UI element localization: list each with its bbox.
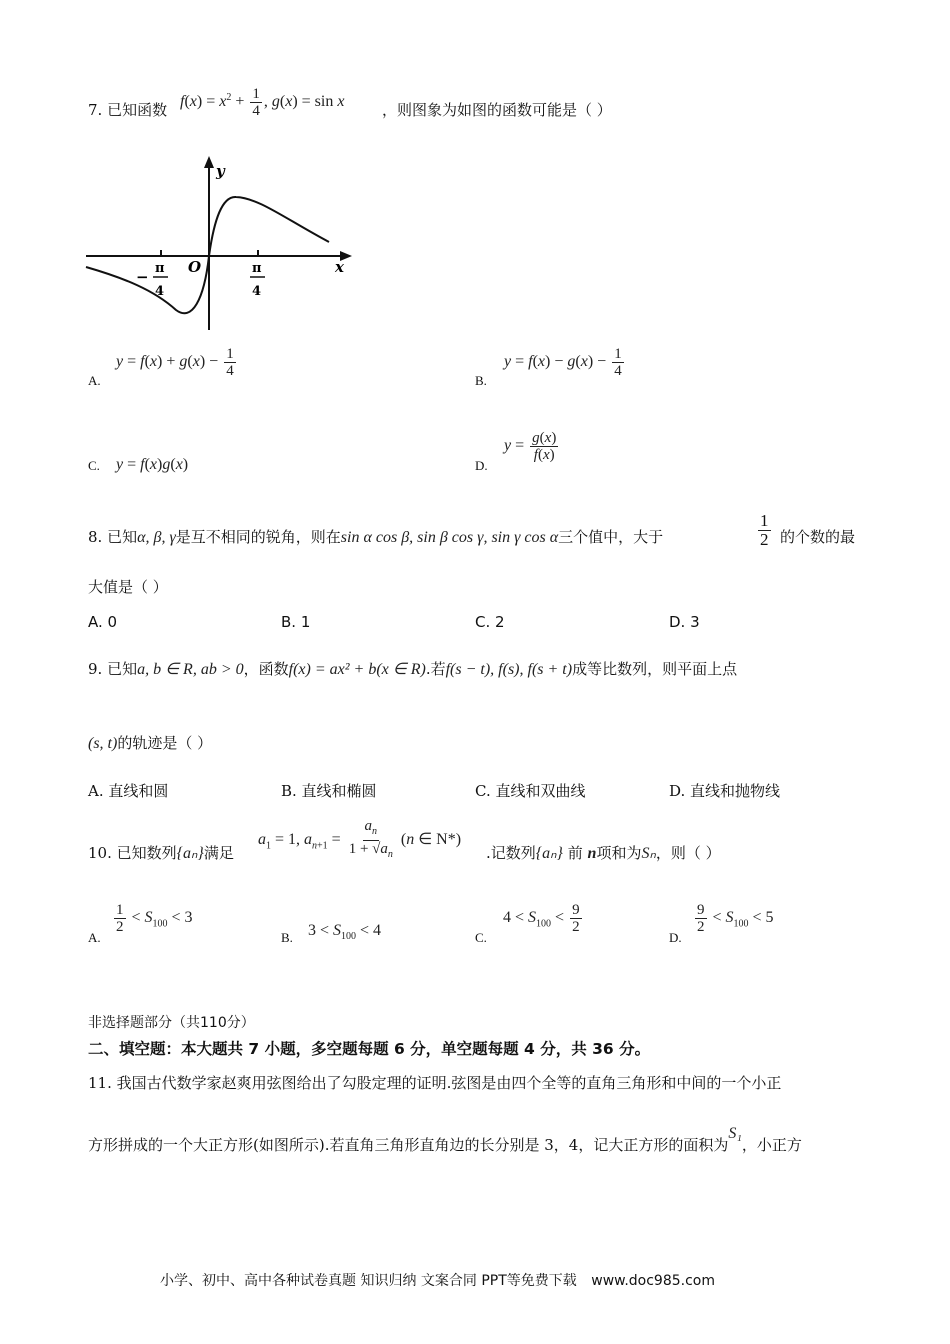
q10-option-c-label: C. <box>475 930 487 945</box>
q9-text-3: .若 <box>425 660 446 678</box>
q10-stem-2 <box>486 843 721 864</box>
q9-terms: f(s − t), f(s), f(s + t) <box>445 661 573 678</box>
q10-option-d-label: D. <box>669 930 682 945</box>
q10-option-a-label: A. <box>88 930 101 945</box>
q8-stem <box>88 527 663 548</box>
q8-expr: sin α cos β, sin β cos γ, sin γ cos α <box>340 529 559 546</box>
q7-option-a: y = f(x) + g(x) − $\frac{1}{4}$ <box>116 346 234 379</box>
q9-stem <box>88 659 737 680</box>
q10-seq-2: {aₙ} <box>535 845 563 862</box>
q10-recurrence: $a_1 = 1$, $a_{n+1}$ = $\frac{a_n}{1 + √a_n}$ (n ∈ N*) <box>258 818 462 860</box>
q10-sn: Sₙ <box>641 845 656 862</box>
q10-option-a: $\frac{1}{2}$ < $S_{100} < 3$ <box>116 902 193 935</box>
q8-option-c: C. 2 <box>475 613 505 631</box>
q10-seq: {aₙ} <box>176 845 204 862</box>
q9-option-b: B. 直线和椭圆 <box>281 782 377 800</box>
footer-text: 小学、初中、高中各种试卷真题 知识归纳 文案合同 PPT等免费下载 <box>160 1273 577 1289</box>
q8-option-d: D. 3 <box>669 613 700 631</box>
q10-text-4: 前 <box>567 844 583 862</box>
q9-line2-text: 的轨迹是（ ） <box>117 734 213 752</box>
q9-text-2: ，函数 <box>243 660 289 678</box>
q10-option-b-label: B. <box>281 930 293 945</box>
q11-line1: 11. 我国古代数学家赵爽用弦图给出了勾股定理的证明.弦图是由四个全等的直角三角形和中间的一个小正 <box>88 1074 782 1092</box>
q10-text-1: 已知数列 <box>116 844 177 862</box>
q10-option-b: $3 < S_{100} < 4$ <box>308 922 382 943</box>
q7-option-d: y = $\frac{g(x)}{f(x)}$ <box>504 430 557 463</box>
q11-line2 <box>88 1125 802 1156</box>
q10-option-d: $\frac{9}{2}$ < $S_{100} < 5$ <box>697 902 774 935</box>
neg-tick-minus: − <box>136 268 149 286</box>
q9-point: (s, t) <box>88 735 118 752</box>
q7-option-c: y = f(x)g(x) <box>116 456 189 473</box>
q8-vars: α, β, γ <box>137 529 176 546</box>
section-heading: 二、填空题：本大题共 7 小题，多空题每题 6 分，单空题每题 4 分，共 36 分。 <box>88 1040 651 1058</box>
pos-tick-pi: π <box>252 261 262 276</box>
q10-text-6: ，则（ ） <box>655 844 721 862</box>
q7-formula: $f(x) = x^2$ + $\frac{1}{4}$ , g(x) = sin x <box>180 86 345 119</box>
q7-number: 7. <box>88 101 103 119</box>
q10-stem-1 <box>88 843 234 864</box>
nonchoice-heading: 非选择题部分（共110分） <box>88 1015 255 1031</box>
q9-option-c: C. 直线和双曲线 <box>475 782 586 800</box>
origin-label: O <box>188 258 202 276</box>
q11-s1: S₁ <box>728 1125 742 1142</box>
y-axis-arrow-icon <box>204 156 214 168</box>
q10-text-3: .记数列 <box>486 844 536 862</box>
neg-tick-pi: π <box>155 261 165 276</box>
q9-text-4: 成等比数列，则平面上点 <box>572 660 738 678</box>
q8-line2: 大值是（ ） <box>88 578 168 596</box>
q9-number: 9. <box>88 660 103 678</box>
q7-option-b-label: B. <box>475 373 487 388</box>
q10-text-2: 满足 <box>203 844 234 862</box>
q10-option-c: $4 < S_{100}$ < $\frac{9}{2}$ <box>503 902 580 935</box>
pos-tick-4: 4 <box>252 284 262 299</box>
y-label: y <box>216 162 225 180</box>
q8-text-2: 是互不相同的锐角，则在 <box>175 528 341 546</box>
q9-line2 <box>88 733 212 754</box>
q8-option-b: B. 1 <box>281 613 311 631</box>
q7-post: ，则图象为如图的函数可能是（ ） <box>382 101 612 119</box>
x-label: x <box>335 258 344 276</box>
footer <box>160 1270 715 1290</box>
q10-n: n <box>587 845 597 862</box>
q8-text-1: 已知 <box>107 528 138 546</box>
q11-line2-text-a: 方形拼成的一个大正方形(如图所示).若直角三角形直角边的长分别是 3，4，记大正方形的面积为 <box>88 1136 729 1154</box>
q7-option-d-label: D. <box>475 458 488 473</box>
q8-option-a: A. 0 <box>88 613 118 631</box>
q11-line2-text-b: ，小正方 <box>741 1136 802 1154</box>
q7-option-b: y = f(x) − g(x) − $\frac{1}{4}$ <box>504 346 622 379</box>
footer-url[interactable]: www.doc985.com <box>591 1273 715 1289</box>
q9-function: f(x) = ax² + b(x ∈ R) <box>288 661 426 678</box>
q8-half: $\frac{1}{2}$ <box>760 511 769 549</box>
q8-number: 8. <box>88 528 103 546</box>
q8-text-4: 的个数的最 <box>780 528 856 546</box>
q9-condition: a, b ∈ R, ab > 0 <box>137 661 244 678</box>
q7-stem <box>88 100 167 120</box>
q9-text-1: 已知 <box>107 660 138 678</box>
neg-tick-4: 4 <box>155 284 165 299</box>
q8-text-3: 三个值中，大于 <box>558 528 664 546</box>
q7-option-c-label: C. <box>88 458 100 473</box>
q7-pre: 已知函数 <box>107 101 168 119</box>
q9-option-a: A. 直线和圆 <box>88 782 169 800</box>
q9-option-d: D. 直线和抛物线 <box>669 782 781 800</box>
q7-option-a-label: A. <box>88 373 101 388</box>
q10-number: 10. <box>88 844 112 862</box>
q10-text-5: 项和为 <box>596 844 642 862</box>
q7-function-graph <box>84 150 359 335</box>
